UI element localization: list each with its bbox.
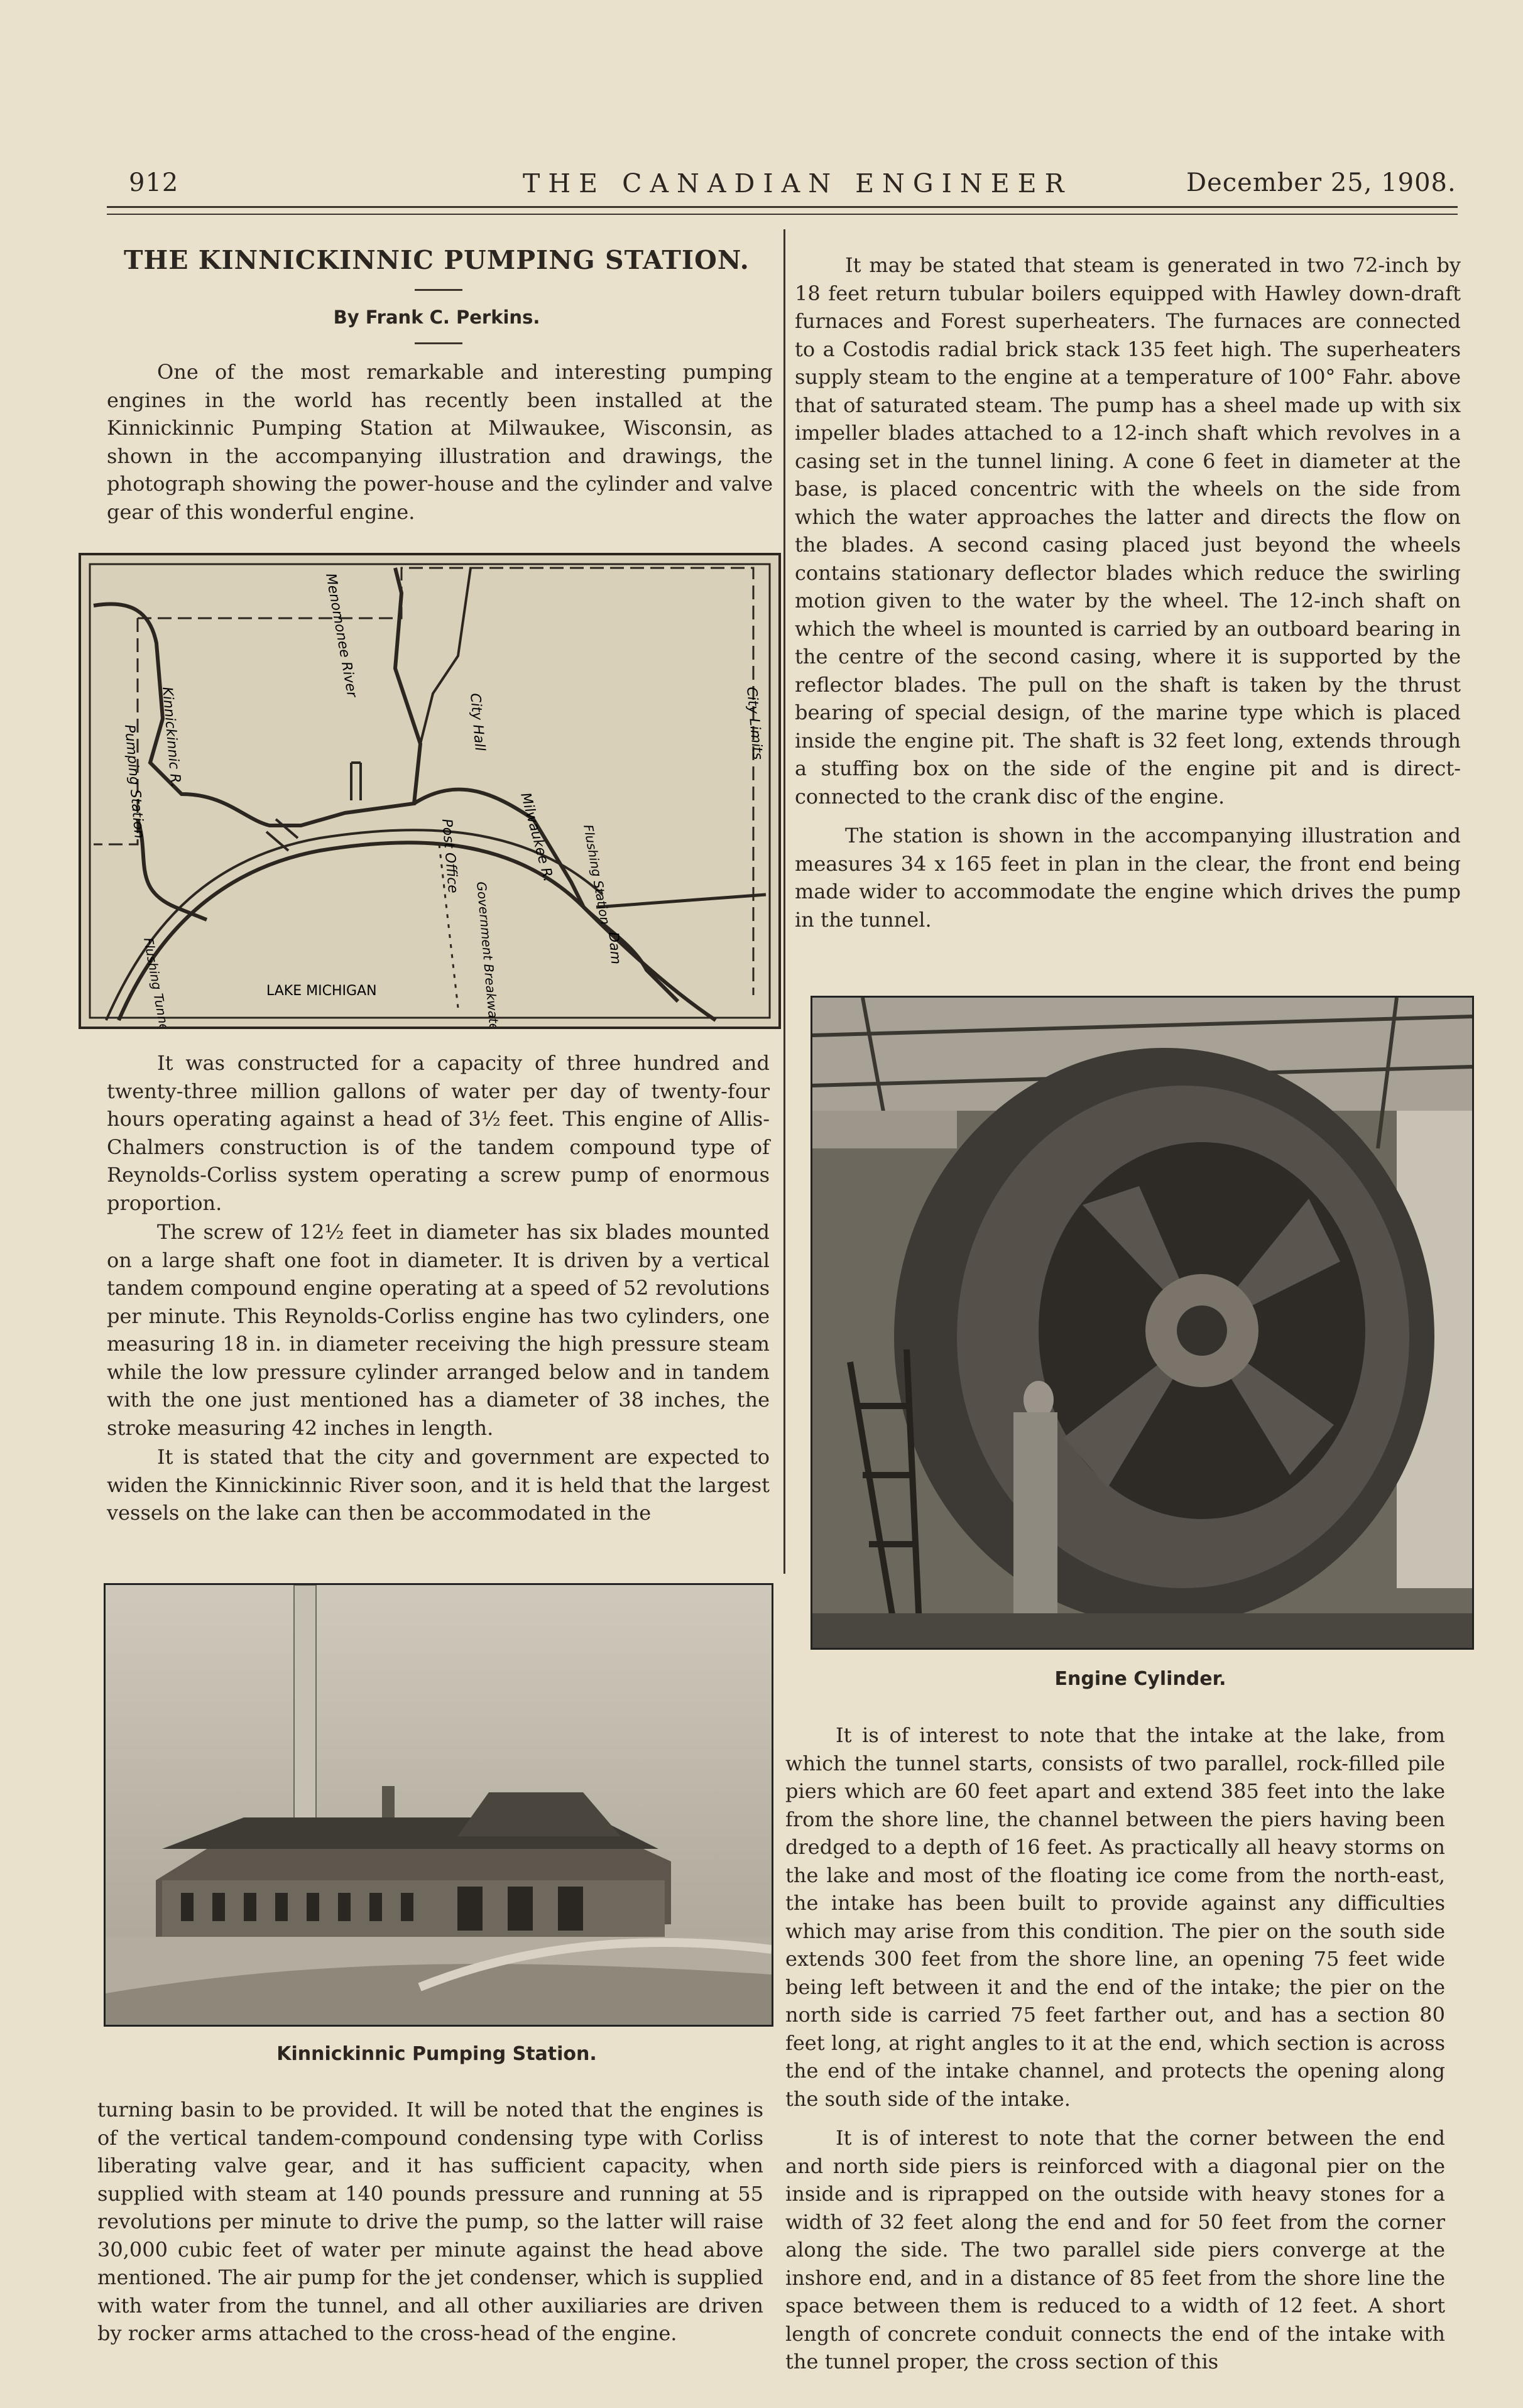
map-label-menomonee: Menomonee River — [322, 572, 360, 699]
intro-column — [107, 358, 773, 526]
engine-caption: Engine Cylinder. — [1054, 1668, 1226, 1690]
paragraph-river: It is stated that the city and government are expected to widen the Kinnickinnic River soon, and it is held that the largest vessels on the lake can then be accommodated in the — [107, 1445, 770, 1525]
engine-photo — [811, 996, 1474, 1650]
paragraph-capacity: It was constructed for a capacity of three hundred and twenty-three million gallons of water per day of twenty-four hours operating against a head of 3½ feet. This engine of Allis-Chalmers construction is of the tandem compound type of Reynolds-Corliss system operating a screw pump of enormous proportion. — [107, 1051, 770, 1215]
page-number: 912 — [129, 168, 179, 197]
station-photo-drawing — [106, 1585, 772, 2025]
map-label-pumping-station: Pumping Station — [121, 724, 147, 839]
map-label-city-hall: City Hall — [467, 692, 488, 752]
station-photo — [104, 1583, 773, 2027]
left-column-bottom — [97, 2096, 763, 2348]
intro-paragraph: One of the most remarkable and interesting pumping engines in the world has recently been installed at the Kinnickinnic Pumping Station at Milwaukee, Wisconsin, as shown in the accompanying illustration and drawings, the photograph showing the power-house and the cylinder and valve gear of this wonderful engine. — [107, 360, 773, 524]
issue-date: December 25, 1908. — [1186, 168, 1456, 197]
paragraph-condensing: turning basin to be provided. It will be noted that the engines is of the vertical tandem-compound condensing type with Corliss liberating valve gear, and it has sufficient capacity, when supplied with steam at 140 pounds pressure and running at 55 revolutions per minute to drive the pump, so the latter will raise 30,000 cubic feet of water per minute against the head above mentioned. The air pump for the jet condenser, which is supplied with water from the tunnel, and all other auxiliaries are driven by rocker arms attached to the cross-head of the engine. — [97, 2098, 763, 2345]
right-column-bottom — [785, 1721, 1445, 2376]
article-title: THE KINNICKINNIC PUMPING STATION. — [124, 245, 750, 275]
title-rule — [415, 289, 462, 291]
city-map — [81, 555, 778, 1027]
map-label-kinnickinnic: Kinnickinnic R. — [159, 686, 183, 788]
paragraph-station-size: The station is shown in the accompanying illustration and measures 34 x 165 feet in plan in the clear, the front end being made wider to accommodate the engine which drives the pump in the tunnel. — [795, 824, 1461, 932]
journal-title: THE CANADIAN ENGINEER — [523, 168, 1073, 199]
map-label-post-office: Post Office — [439, 818, 461, 894]
right-column-top — [795, 251, 1461, 934]
map-label-flushing-tunnel: Flushing Tunnel Intake — [141, 936, 180, 1027]
paragraph-piers: It is of interest to note that the corner between the end and north side piers is reinforced with a diagonal pier on the inside and is riprapped on the outside with heavy stones for a width of 32 feet along the end and for 50 feet from the corner along the side. The two parallel side piers converge at the inshore end, and in a distance of 85 feet from the shore line the space between them is reduced to a width of 12 feet. A short length of concrete conduit connects the end of the intake with the tunnel proper, the cross section of this — [785, 2126, 1445, 2373]
column-divider — [783, 229, 785, 1574]
station-caption: Kinnickinnic Pumping Station. — [276, 2043, 597, 2065]
left-column-middle — [107, 1049, 770, 1527]
map-label-flushing-station: Flushing Station — [581, 823, 613, 926]
engine-photo-drawing — [812, 998, 1472, 1648]
header-rule-thin — [107, 214, 1458, 215]
paragraph-screw: The screw of 12½ feet in diameter has six blades mounted on a large shaft one foot in diameter. It is driven by a vertical tandem compound engine operating at a speed of 52 revolutions per minute. This Reynolds-Corliss engine has two cylinders, one measuring 18 in. in diameter receiving the high pressure steam while the low pressure cylinder arranged below and in tandem with the one just mentioned has a diameter of 38 inches, the stroke measuring 42 inches in length. — [107, 1220, 770, 1440]
header-rule — [107, 206, 1458, 208]
map-label-city-limits: City Limits — [743, 686, 766, 761]
map-label-breakwater: Government Breakwater — [474, 881, 503, 1027]
map-label-lake: LAKE MICHIGAN — [266, 983, 377, 999]
article-byline: By Frank C. Perkins. — [333, 307, 540, 328]
byline-rule — [415, 342, 462, 344]
paragraph-intake: It is of interest to note that the intake at the lake, from which the tunnel starts, consists of two parallel, rock-filled pile piers which are 60 feet apart and extend 385 feet into the lake from the shore line, the channel between the piers having been dredged to a depth of 16 feet. As practically all heavy storms on the lake and most of the floating ice come from the north-east, the intake has been built to provide against any difficulties which may arise from this condition. The pier on the south side extends 300 feet from the shore line, an opening 75 feet wide being left between it and the end of the intake; the pier on the north side is carried 75 feet farther out, and has a section 80 feet long, at right angles to it at the end, which section is across the end of the intake channel, and protects the opening along the south side of the intake. — [785, 1723, 1445, 2111]
paragraph-boilers: It may be stated that steam is generated in two 72-inch by 18 feet return tubular boilers equipped with Hawley down-draft furnaces and Forest superheaters. The furnaces are connected to a Costodis radial brick stack 135 feet high. The superheaters supply steam to the engine at a temperature of 100° Fahr. above that of saturated steam. The pump has a sheel made up with six impeller blades attached to a 12-inch shaft which revolves in a casing set in the tunnel lining. A cone 6 feet in diameter at the base, is placed concentric with the wheels on the side from which the water approaches the latter and directs the flow on the blades. A second casing placed just beyond the wheels contains stationary deflector blades which reduce the swirling motion given to the water by the wheel. The 12-inch shaft on which the wheel is mounted is carried by an outboard bearing in the centre of the second casing, where it is supported by the reflector blades. The pull on the shaft is taken by the thrust bearing of special design, of the marine type which is placed inside the engine pit. The shaft is 32 feet long, extends through a stuffing box on the side of the engine pit and is direct-connected to the crank disc of the engine. — [795, 253, 1461, 809]
map-label-milwaukee-river: Milwaukee R. — [517, 791, 557, 884]
map-figure — [79, 553, 781, 1029]
map-label-dam: Dam — [605, 931, 624, 966]
